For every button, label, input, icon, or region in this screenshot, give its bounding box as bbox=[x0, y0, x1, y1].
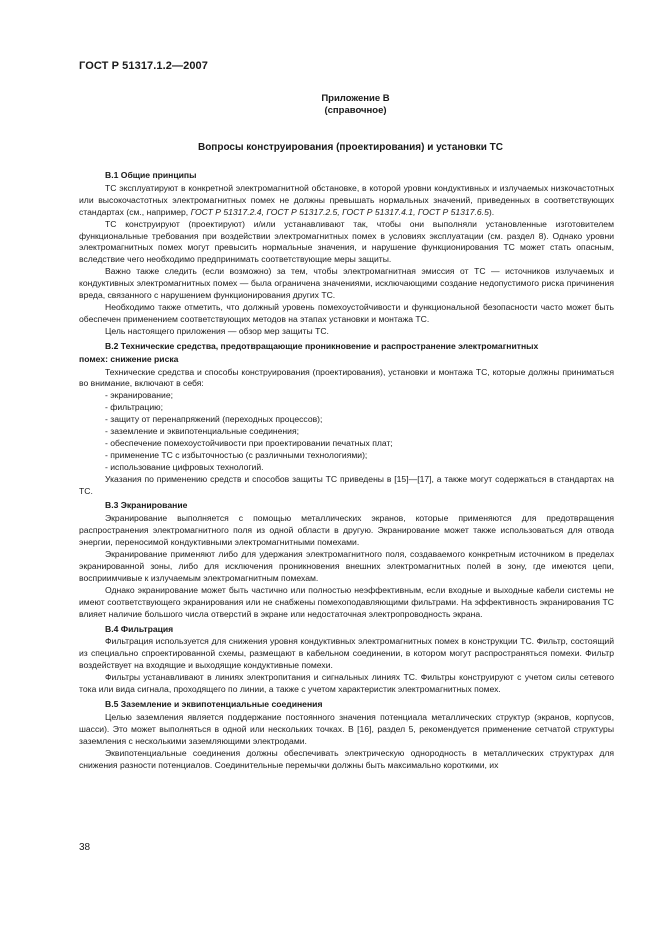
section-heading-b4: В.4 Фильтрация bbox=[105, 623, 174, 634]
section-heading-b2: В.2 Технические средства, предотвращающие проникновение и распространение электромагнитных bbox=[105, 340, 539, 351]
standard-header: ГОСТ Р 51317.1.2—2007 bbox=[79, 60, 208, 72]
paragraph: ТС конструируют (проектируют) и/или устанавливают так, чтобы они выполняли установленные изготовителем функциональные требования при воздействии электромагнитных помех в условиях эксплуатации (см. раздел 8). Однако уровни электромагнитных помех могут превысить нормальные значения, и нарушение функционирования ТС может стать опасным, вследствие чего необходимо предпринимать соответствующие меры защиты. bbox=[79, 218, 614, 265]
list-item: - заземление и эквипотенциальные соединения; bbox=[105, 426, 299, 437]
paragraph: Экранирование применяют либо для удержания электромагнитного поля, создаваемого конкретным источником в пределах экранированной зоны, либо для исключения проникновения внешних электромагнитных полей в зону, где имеются цепи, восприимчивые к излучаемым электромагнитным помехам. bbox=[79, 549, 614, 583]
paragraph: Необходимо также отметить, что должный уровень помехоустойчивости и функциональной безопасности часто может быть обеспечен применением соответствующих методов на этапах установки и монтажа ТС. bbox=[79, 301, 614, 324]
paragraph: Фильтрация используется для снижения уровня кондуктивных электромагнитных помех в конструкции ТС. Фильтр, состоящий из специально спроектированной схемы, размещают в кабельном соединении, в котором могут распространяться помехи. Фильтр воздействует на входящие и выходящие кондуктивные помехи. bbox=[79, 636, 614, 671]
paragraph: Экранирование выполняется с помощью металлических экранов, которые применяются для предотвращения распространения электромагнитного поля из одной области в другую. Экранирование может также использоваться для отвода энергии, переносимой кондуктивными электромагнитными помехами. bbox=[79, 513, 614, 548]
list-item: - защиту от перенапряжений (переходных процессов); bbox=[105, 414, 323, 425]
list-item: - использование цифровых технологий. bbox=[105, 461, 264, 472]
section-heading-b2-continued: помех: снижение риска bbox=[79, 353, 179, 364]
list-item: - фильтрацию; bbox=[105, 402, 163, 413]
list-item: - обеспечение помехоустойчивости при проектировании печатных плат; bbox=[105, 437, 393, 448]
document-body bbox=[79, 167, 614, 771]
section-heading-b1: В.1 Общие принципы bbox=[105, 170, 197, 180]
paragraph: Важно также следить (если возможно) за тем, чтобы электромагнитная эмиссия от ТС — источников излучаемых и кондуктивных электромагнитных помех — была ограничена значениями, исключающими создание недопустимого риска причинения вреда, связанного с нарушением функционирования других ТС. bbox=[79, 266, 614, 301]
paragraph: Фильтры устанавливают в линиях электропитания и сигнальных линиях ТС. Фильтры конструируют с учетом силы сетевого тока или вида сигнала, проходящего по линии, а также с учетом характеристик электромагнитных помех. bbox=[79, 672, 614, 695]
paragraph: Указания по применению средств и способов защиты ТС приведены в [15]—[17], а также могут содержаться в стандартах на ТС. bbox=[79, 473, 614, 496]
paragraph: Цель настоящего приложения — обзор мер защиты ТС. bbox=[105, 325, 329, 336]
paragraph: ТС эксплуатируют в конкретной электромагнитной обстановке, в которой уровни кондуктивных и излучаемых низкочастотных или высокочастотных электромагнитных помех не должны превышать нормальных значений, приведенных в соответствующих стандартах (см., например, ГОСТ Р 51317.2.4, ГОСТ Р 51317.2.5, ГОСТ Р 51317.4.1, ГОСТ Р 51317.6.5). bbox=[79, 182, 614, 217]
measures-list bbox=[79, 390, 614, 473]
paragraph: Целью заземления является поддержание постоянного значения потенциала металлических структур (экранов, корпусов, шасси). Это может выполняться в одной или нескольких точках. В [16], раздел 5, рекомендуется применение сетчатой структуры заземления с несколькими заземляющими электродами. bbox=[79, 711, 614, 746]
appendix-title: Приложение В bbox=[321, 93, 390, 104]
page-title: Вопросы конструирования (проектирования) и установки ТС bbox=[197, 142, 504, 153]
list-item: - экранирование; bbox=[105, 390, 174, 401]
paragraph: Однако экранирование может быть частично или полностью неэффективным, если входные и выходные кабели системы не имеют соответствующего экранирования или не снабжены помехоподавляющими фильтрами. На эффективность экранирования ТС влияет наличие большого числа отверстий в экране или недостаточная электропроводность экрана. bbox=[79, 584, 614, 619]
paragraph: Технические средства и способы конструирования (проектирования), установки и монтажа ТС, которые должны приниматься во внимание, включают в себя: bbox=[79, 366, 614, 389]
section-heading-b3: В.3 Экранирование bbox=[105, 500, 188, 511]
section-heading-b5: В.5 Заземление и эквипотенциальные соединения bbox=[105, 698, 323, 709]
list-item: - применение ТС с избыточностью (с различными технологиями); bbox=[105, 449, 368, 460]
appendix-heading bbox=[0, 93, 661, 117]
paragraph: Эквипотенциальные соединения должны обеспечивать электрическую однородность в металлических структурах для снижения разности потенциалов. Соединительные перемычки должны быть максимально короткими, их bbox=[79, 747, 614, 770]
standard-reference: ГОСТ Р 51317.2.4, ГОСТ Р 51317.2.5, ГОСТ Р 51317.4.1, ГОСТ Р 51317.6.5 bbox=[190, 206, 489, 217]
appendix-note: (справочное) bbox=[324, 105, 387, 116]
page-number: 38 bbox=[79, 842, 91, 853]
